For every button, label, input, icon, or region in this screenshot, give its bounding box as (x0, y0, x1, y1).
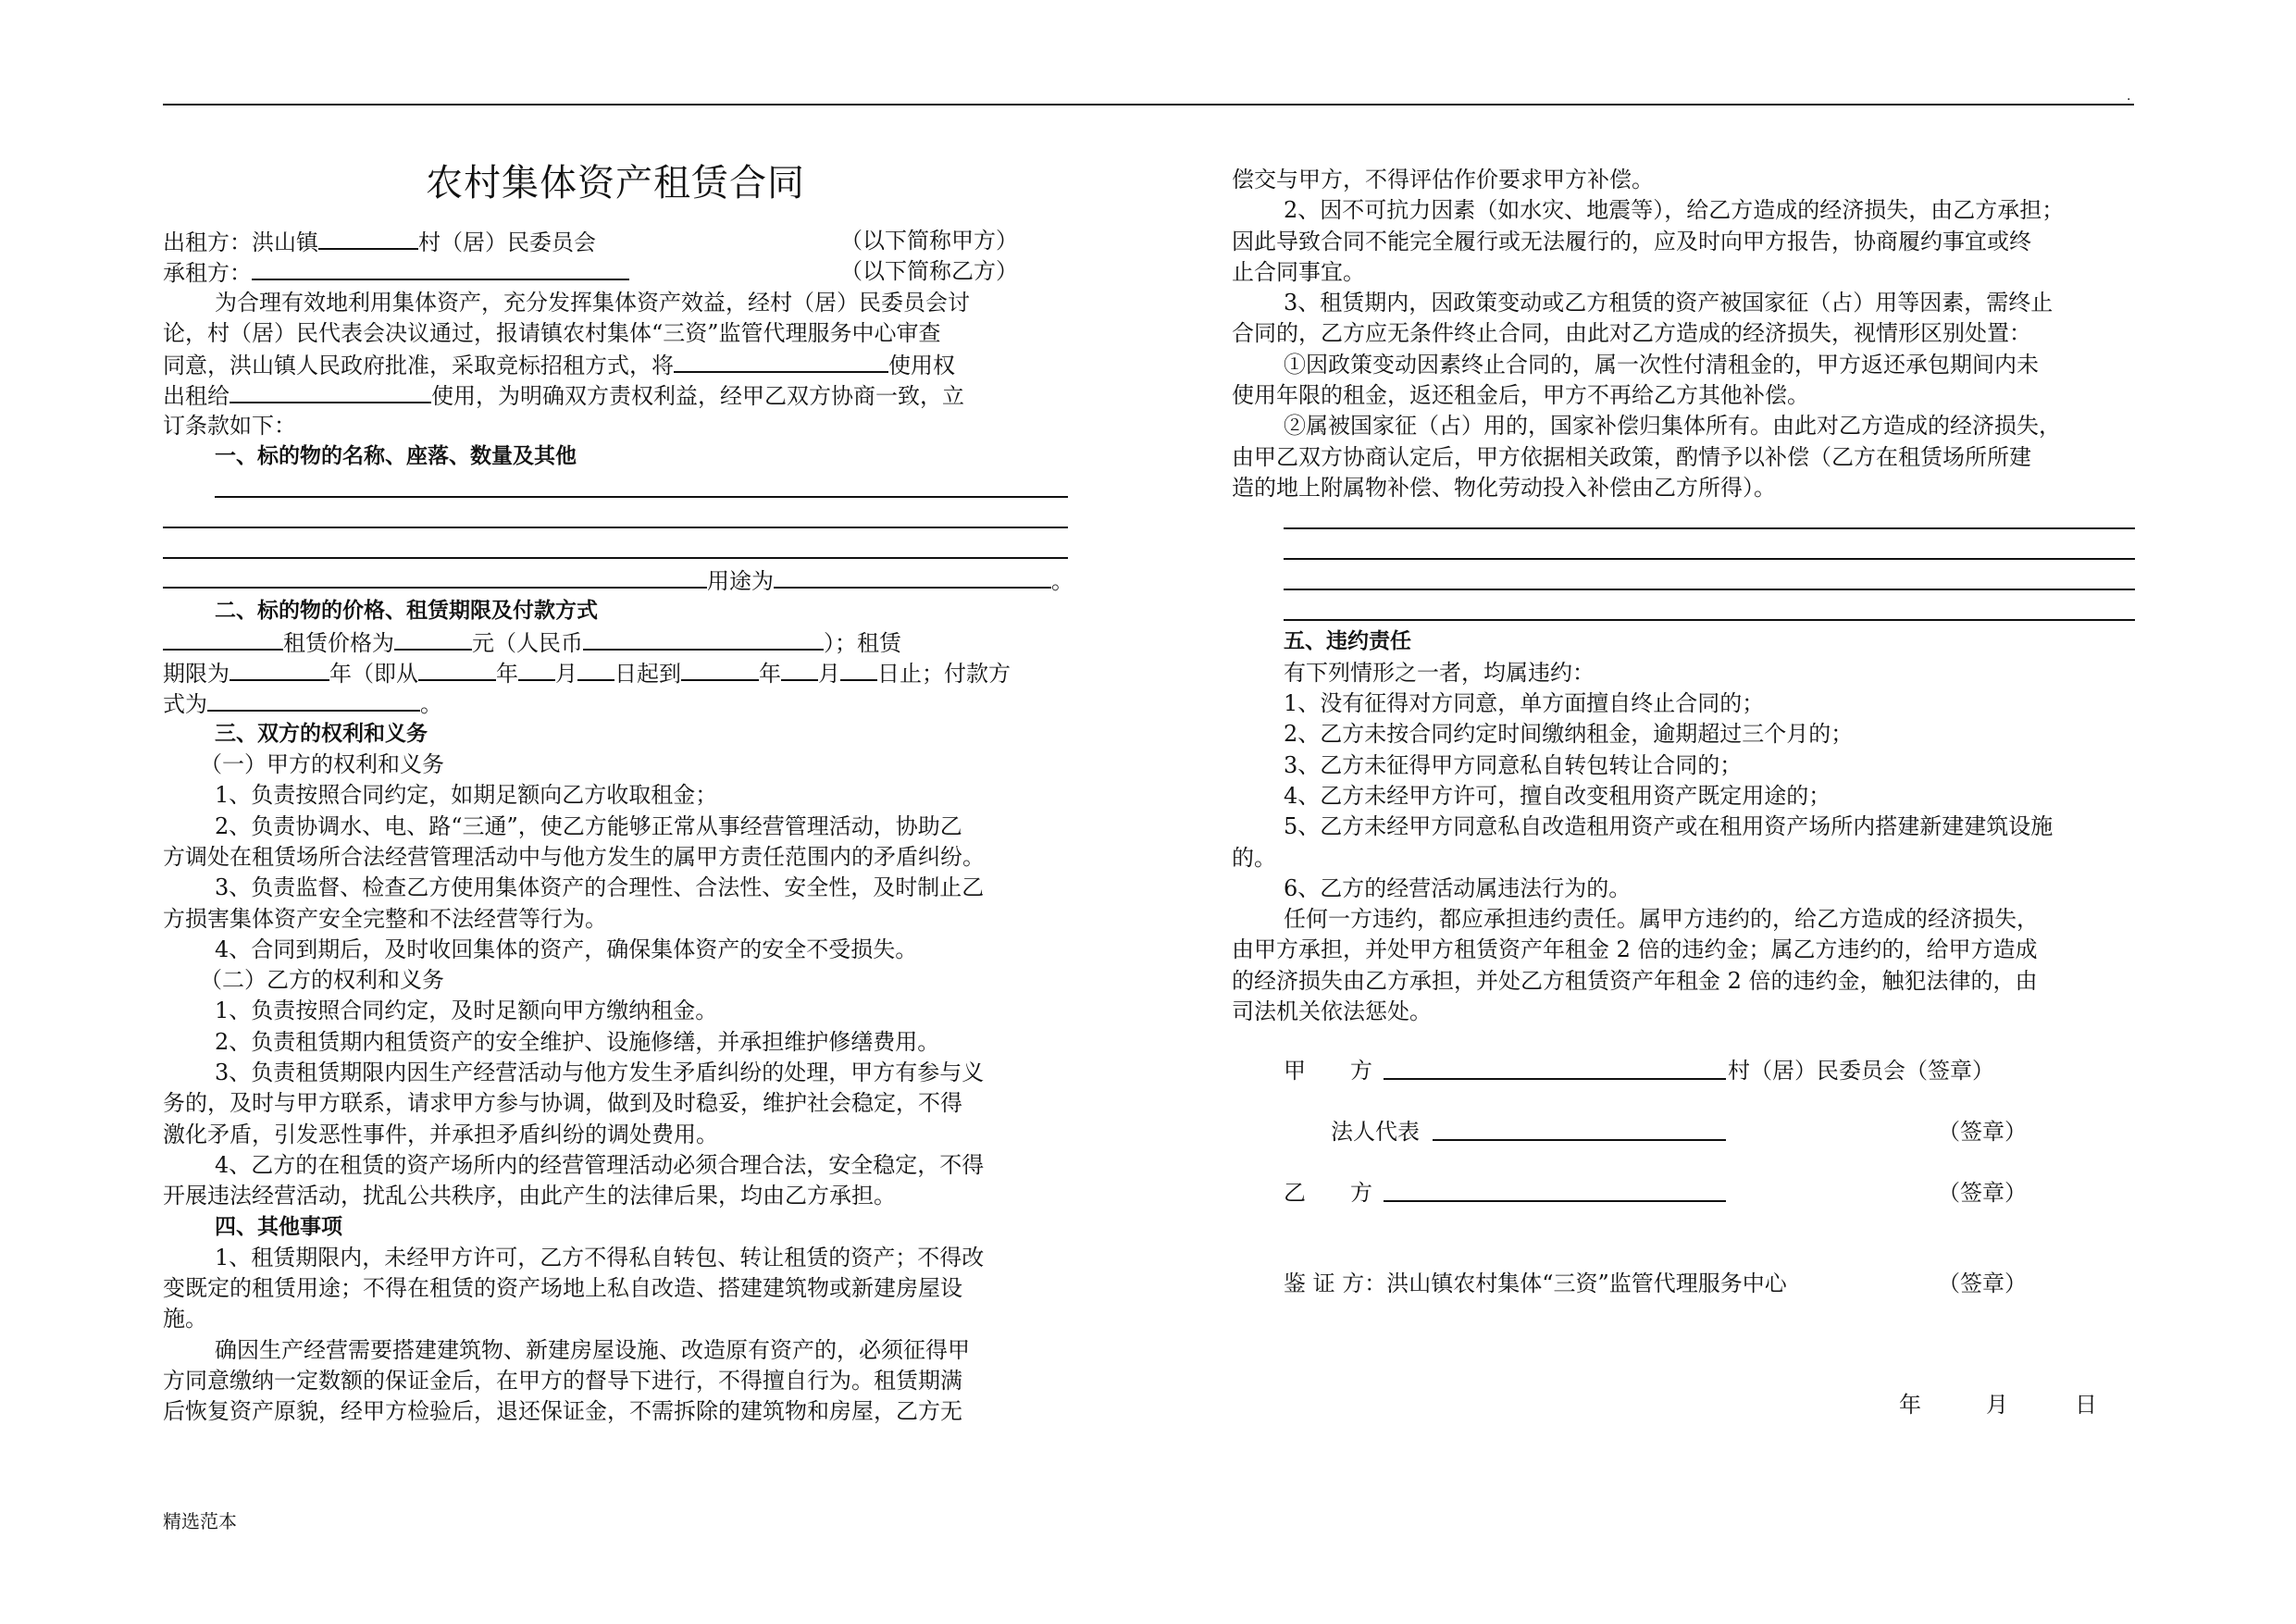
a-item-3-cont: 方损害集体资产安全完整和不法经营等行为。 (163, 905, 607, 932)
lessor-label: 出租方：洪山镇 (163, 229, 318, 255)
a-item-2-cont: 方调处在租赁场所合法经营管理活动中与他方发生的属甲方责任范围内的矛盾纠纷。 (163, 843, 985, 870)
party-a-suffix: 村（居）民委员会（签章） (1728, 1058, 1994, 1084)
lessee-line (163, 256, 1068, 287)
pay-period: 。 (420, 691, 442, 718)
intro-text-b: 使用权 (888, 353, 955, 379)
blank-line-2 (163, 503, 1068, 534)
term-y1: 年 (496, 661, 518, 688)
left-column (163, 162, 1074, 1428)
breach-item-6: 6、乙方的经营活动属违法行为的。 (1284, 874, 1632, 901)
intro-text-a: 同意，洪山镇人民政府批准，采取竞标招租方式，将 (163, 353, 674, 379)
c-item-1-cont-2: 施。 (163, 1306, 207, 1333)
breach-item-1: 1、没有征得对方同意，单方面擅自终止合同的； (1284, 690, 1765, 717)
corner-dot: . (2127, 89, 2131, 104)
use-blank-a (163, 564, 707, 589)
intro-text-c: 出租给 (163, 383, 230, 410)
section-4-heading: 四、其他事项 (215, 1214, 342, 1239)
intro-line-5 (163, 379, 1068, 410)
right-sub-2: ②属被国家征（占）用的，国家补偿归集体所有。由此对乙方造成的经济损失， (1284, 413, 2061, 440)
term-label: 期限为 (163, 661, 230, 688)
intro-line-1: 为合理有效地利用集体资产，充分发挥集体资产效益，经村（居）民委员会讨 (215, 289, 970, 316)
section-5-heading: 五、违约责任 (1284, 629, 1411, 654)
intro-line-4 (163, 349, 1068, 379)
right-blank-line-1 (1284, 503, 2135, 534)
a-item-2: 2、负责协调水、电、路“三通”，使乙方能够正常从事经营管理活动，协助乙 (215, 812, 962, 839)
pay-blank (207, 688, 420, 712)
penalty-2: 由甲方承担，并处甲方租赁资产年租金 2 倍的违约金；属乙方违约的，给甲方造成 (1232, 936, 2038, 963)
intro-line-2: 论，村（居）民代表会决议通过，报请镇农村集体“三资”监管代理服务中心审查 (163, 319, 941, 346)
section-1-heading: 一、标的物的名称、座落、数量及其他 (215, 444, 577, 469)
term-blank-d2 (840, 657, 877, 681)
right-sub-1: ①因政策变动因素终止合同的，属一次性付清租金的，甲方返还承包期间内未 (1284, 351, 2039, 378)
term-blank-m1 (518, 657, 555, 681)
intro-line-6: 订条款如下： (163, 412, 296, 439)
breach-item-2: 2、乙方未按合同约定时间缴纳租金，逾期超过三个月的； (1284, 721, 1854, 748)
c-item-1-cont-1: 变既定的租赁用途；不得在租赁的资产场地上私自改造、搭建建筑物或新建房屋设 (163, 1275, 962, 1302)
use-line (163, 564, 1074, 595)
legal-rep-seal: （签章） (1938, 1119, 2027, 1145)
right-item-2-cont-2: 止合同事宜。 (1232, 258, 1365, 285)
c-item-2: 确因生产经营需要搭建建筑物、新建房屋设施、改造原有资产的，必须征得甲 (215, 1336, 970, 1363)
lessee-blank (252, 256, 629, 280)
lessor-note: （以下简称甲方） (840, 228, 1018, 254)
use-period: 。 (1051, 568, 1074, 595)
term-m2: 月 (818, 661, 840, 688)
lessee-label: 承租方： (163, 260, 252, 287)
term-line (163, 657, 1068, 688)
b-item-3-cont-1: 务的，及时与甲方联系，请求甲方参与协调，做到及时稳妥，维护社会稳定，不得 (163, 1090, 962, 1117)
breach-intro: 有下列情形之一者，均属违约： (1284, 659, 1595, 686)
use-blank-b (774, 564, 1051, 589)
party-b-blank (1384, 1200, 1726, 1202)
price-blank-b (394, 626, 472, 651)
date-day: 日 (2075, 1392, 2097, 1418)
lessee-note: （以下简称乙方） (840, 258, 1018, 285)
header-rule (163, 104, 2134, 105)
party-a-blank (1384, 1078, 1726, 1080)
lessor-line (163, 226, 1068, 256)
pay-label: 式为 (163, 691, 207, 718)
pay-line (163, 688, 1068, 718)
price-blank-a (163, 626, 283, 651)
c-item-2-cont-2: 后恢复资产原貌，经甲方检验后，退还保证金，不需拆除的建筑物和房屋，乙方无 (163, 1398, 962, 1425)
lessor-org: 村（居）民委员会 (418, 229, 596, 255)
date-year: 年 (1899, 1392, 1921, 1418)
price-rmb: 元（人民币 (472, 629, 583, 656)
date-month: 月 (1986, 1392, 2008, 1418)
term-blank-y1 (418, 657, 496, 681)
right-sub-1-cont: 使用年限的租金，返还租金后，甲方不再给乙方其他补偿。 (1232, 382, 1809, 409)
right-blank-line-2 (1284, 535, 2135, 565)
breach-item-5: 5、乙方未经甲方同意私自改造租用资产或在租用资产场所内搭建新建建筑设施 (1284, 813, 2054, 840)
c-item-2-cont-1: 方同意缴纳一定数额的保证金后，在甲方的督导下进行，不得擅自行为。租赁期满 (163, 1367, 962, 1394)
use-label: 用途为 (707, 568, 774, 595)
b-item-3: 3、负责租赁期限内因生产经营活动与他方发生矛盾纠纷的处理，甲方有参与义 (215, 1060, 985, 1086)
term-m1: 月 (555, 661, 577, 688)
section-3-heading: 三、双方的权利和义务 (215, 721, 428, 746)
c-item-1: 1、租赁期限内，未经甲方许可，乙方不得私自转包、转让租赁的资产；不得改 (215, 1244, 985, 1271)
a-item-4: 4、合同到期后，及时收回集体的资产，确保集体资产的安全不受损失。 (215, 936, 918, 962)
b-item-1: 1、负责按照合同约定，及时足额向甲方缴纳租金。 (215, 998, 718, 1024)
document-title: 农村集体资产租赁合同 (426, 162, 805, 205)
witness-seal: （签章） (1938, 1271, 2027, 1296)
legal-rep-label: 法人代表 (1331, 1119, 1420, 1145)
term-from: 年（即从 (329, 661, 418, 688)
footer-label: 精选范本 (163, 1510, 237, 1532)
term-blank-y2 (681, 657, 759, 681)
penalty-3: 的经济损失由乙方承担，并处乙方租赁资产年租金 2 倍的违约金，触犯法律的，由 (1232, 967, 2038, 994)
right-blank-line-3 (1284, 565, 2135, 596)
village-blank (318, 226, 418, 250)
term-d1: 日起到 (614, 661, 681, 688)
legal-rep-blank (1433, 1139, 1726, 1141)
section-2-heading: 二、标的物的价格、租赁期限及付款方式 (215, 598, 598, 623)
blank-line-1 (215, 472, 1068, 502)
a-item-1: 1、负责按照合同约定，如期足额向乙方收取租金； (215, 782, 718, 809)
breach-item-3: 3、乙方未征得甲方同意私自转包转让合同的； (1284, 751, 1743, 778)
lessee-name-blank (230, 379, 431, 403)
term-blank-years (230, 657, 329, 681)
blank-line-3 (163, 534, 1068, 564)
price-label: 租赁价格为 (283, 629, 394, 656)
right-sub-2-cont-1: 由甲乙双方协商认定后，甲方依据相关政策，酌情予以补偿（乙方在租赁场所所建 (1232, 443, 2031, 470)
asset-blank (674, 349, 888, 373)
party-a-label: 甲 方 (1284, 1058, 1372, 1084)
sub-heading-a: （一）甲方的权利和义务 (200, 751, 444, 778)
right-cont-1: 偿交与甲方，不得评估作价要求甲方补偿。 (1232, 167, 1654, 192)
term-blank-m2 (781, 657, 818, 681)
right-blank-line-4 (1284, 596, 2135, 626)
party-b-seal: （签章） (1938, 1180, 2027, 1206)
witness-line: 鉴 证 方：洪山镇农村集体“三资”监管代理服务中心 (1284, 1271, 1787, 1296)
right-column (1232, 165, 2135, 1027)
breach-item-5-cont: 的。 (1232, 844, 1276, 871)
penalty-1: 任何一方违约，都应承担违约责任。属甲方违约的，给乙方造成的经济损失， (1284, 906, 2039, 933)
right-item-2: 2、因不可抗力因素（如水灾、地震等），给乙方造成的经济损失，由乙方承担； (1284, 197, 2065, 224)
a-item-3: 3、负责监督、检查乙方使用集体资产的合理性、合法性、安全性，及时制止乙 (215, 874, 985, 901)
sub-heading-b: （二）乙方的权利和义务 (200, 967, 444, 994)
term-blank-d1 (577, 657, 614, 681)
right-sub-2-cont-2: 造的地上附属物补偿、物化劳动投入补偿由乙方所得）。 (1232, 474, 1776, 501)
term-y2: 年 (759, 661, 781, 688)
right-item-2-cont-1: 因此导致合同不能完全履行或无法履行的，应及时向甲方报告，协商履约事宜或终 (1232, 228, 2031, 254)
b-item-4-cont: 开展违法经营活动，扰乱公共秩序，由此产生的法律后果，均由乙方承担。 (163, 1183, 896, 1209)
term-d2: 日止；付款方 (877, 661, 1011, 688)
right-item-3-cont: 合同的，乙方应无条件终止合同，由此对乙方造成的经济损失，视情形区别处置： (1232, 320, 2031, 347)
price-tail: ）；租赁 (824, 629, 901, 656)
b-item-2: 2、负责租赁期内租赁资产的安全维护、设施修缮，并承担维护修缮费用。 (215, 1028, 940, 1055)
intro-text-d: 使用，为明确双方责权利益，经甲乙双方协商一致，立 (431, 383, 964, 410)
price-blank-c (583, 626, 824, 651)
breach-item-4: 4、乙方未经甲方许可，擅自改变租用资产既定用途的； (1284, 782, 1831, 809)
right-item-3: 3、租赁期内，因政策变动或乙方租赁的资产被国家征（占）用等因素，需终止 (1284, 290, 2054, 316)
price-line (163, 626, 1068, 657)
b-item-3-cont-2: 激化矛盾，引发恶性事件，并承担矛盾纠纷的调处费用。 (163, 1121, 718, 1147)
party-b-label: 乙 方 (1284, 1180, 1372, 1206)
b-item-4: 4、乙方的在租赁的资产场所内的经营管理活动必须合理合法，安全稳定，不得 (215, 1151, 985, 1178)
penalty-4: 司法机关依法惩处。 (1232, 998, 1432, 1025)
